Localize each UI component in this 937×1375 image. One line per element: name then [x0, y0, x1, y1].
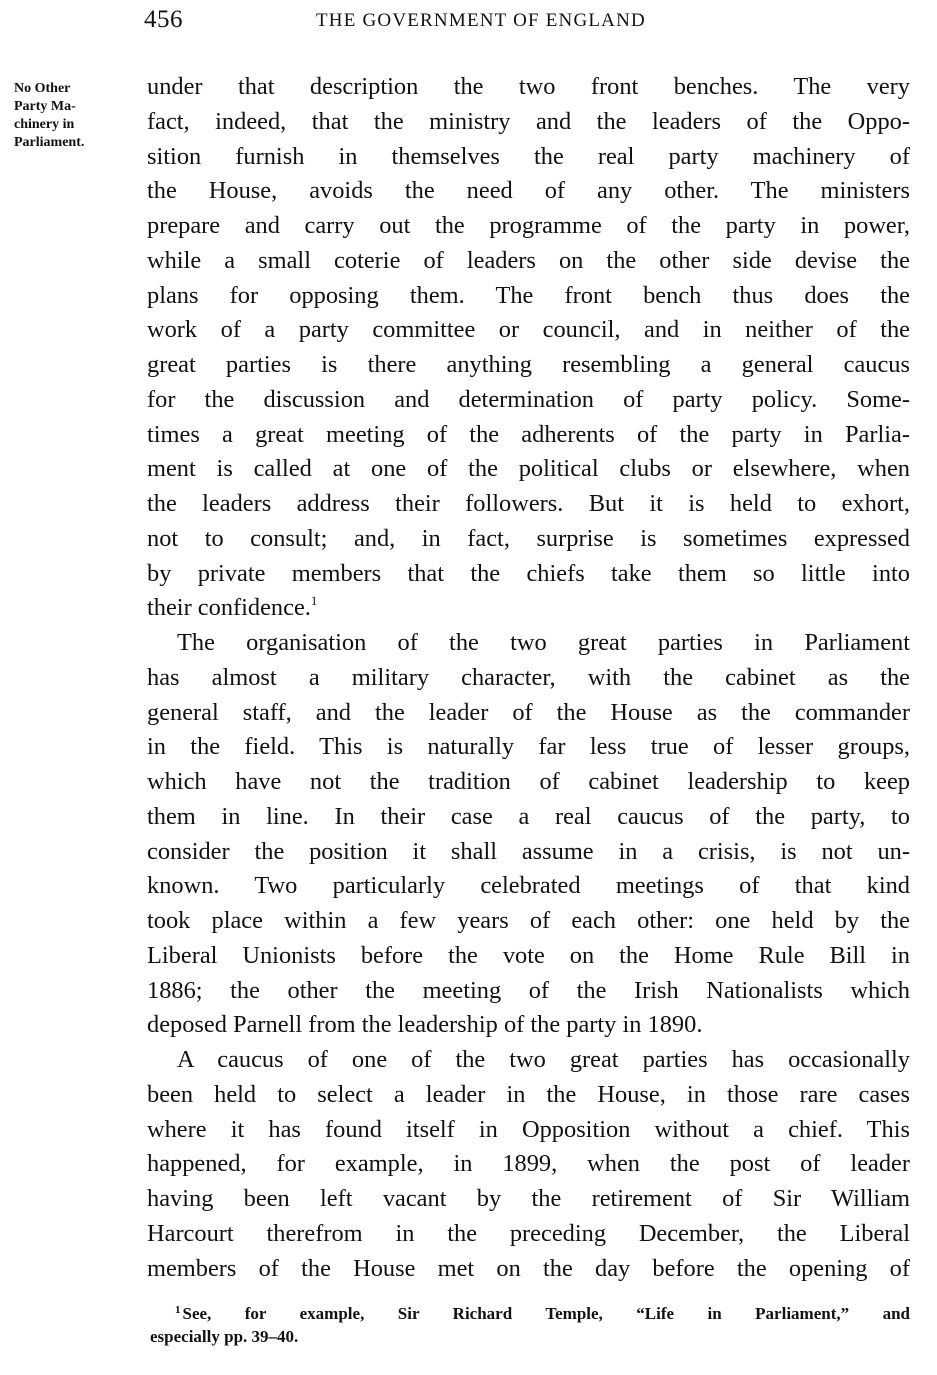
text-line: while a small coterie of leaders on the other side devise the: [147, 246, 910, 274]
text-line: having been left vacant by the retirement of Sir William: [147, 1185, 910, 1212]
text-line: not to consult; and, in fact, surprise is sometimes expressed: [147, 524, 910, 552]
text-line: sition furnish in themselves the real party machinery of: [147, 142, 910, 170]
text-line: work of a party committee or council, and in neither of the: [147, 316, 910, 344]
text-line: the leaders address their followers. But it is held to exhort,: [147, 490, 910, 517]
text-line: general staff, and the leader of the House as the commander: [147, 698, 910, 726]
text-line: deposed Parnell from the leadership of the party in 1890.: [147, 1011, 703, 1039]
footnote-reference[interactable]: 1: [310, 593, 318, 609]
text-line: has almost a military character, with the cabinet as the: [147, 663, 910, 691]
text-line: took place within a few years of each other: one held by the: [147, 907, 910, 934]
text-line: under that description the two front benches. The very: [147, 73, 910, 100]
margin-note: [14, 80, 134, 152]
margin-note-line: Party Ma-: [14, 99, 76, 114]
footnotes: [150, 1302, 910, 1348]
text-line: ment is called at one of the political clubs or elsewhere, when: [147, 455, 910, 483]
text-line: known. Two particularly celebrated meetings of that kind: [147, 872, 910, 900]
text-line: times a great meeting of the adherents of the party in Parlia-: [147, 420, 910, 448]
footnote-line: [150, 1302, 910, 1325]
margin-note-line: chinery in: [14, 117, 75, 132]
margin-note-line: Parliament.: [14, 135, 85, 150]
page-header: [0, 0, 937, 40]
text-line: been held to select a leader in the House, in those rare cases: [147, 1080, 910, 1108]
paragraph-start-line: The organisation of the two great parties in Parliament: [177, 629, 910, 656]
text-line: Harcourt therefrom in the preceding December, the Liberal: [147, 1219, 910, 1247]
paragraph-start-line: A caucus of one of the two great parties has occasionally: [177, 1046, 910, 1073]
page-number: 456: [144, 6, 183, 33]
text-line: prepare and carry out the programme of the party in power,: [147, 212, 910, 239]
text-line: plans for opposing them. The front bench thus does the: [147, 281, 910, 309]
text-line: members of the House met on the day before the opening of: [147, 1254, 910, 1282]
text-line: them in line. In their case a real caucus of the party, to: [147, 802, 910, 830]
text-line: Liberal Unionists before the vote on the Home Rule Bill in: [147, 941, 910, 969]
text-line-content: their confidence.: [147, 594, 311, 622]
text-line: where it has found itself in Opposition without a chief. This: [147, 1115, 910, 1143]
text-line: for the discussion and determination of party policy. Some-: [147, 385, 910, 413]
text-line: great parties is there anything resembling a general caucus: [147, 351, 910, 378]
text-line: in the field. This is naturally far less true of lesser groups,: [147, 733, 910, 761]
running-title: THE GOVERNMENT OF ENGLAND: [316, 10, 646, 31]
text-line: the House, avoids the need of any other. The ministers: [147, 177, 910, 205]
text-line: 1886; the other the meeting of the Irish Nationalists which: [147, 976, 910, 1004]
text-line: fact, indeed, that the ministry and the leaders of the Oppo-: [147, 107, 910, 135]
text-line: [147, 591, 910, 626]
footnote-text: See, for example, Sir Richard Temple, “Life in Parliament,” and: [182, 1304, 910, 1323]
text-line: consider the position it shall assume in a crisis, is not un-: [147, 837, 910, 865]
footnote-marker: 1: [175, 1304, 181, 1316]
margin-note-line: No Other: [14, 81, 71, 96]
body-text: [147, 70, 910, 1286]
text-line: by private members that the chiefs take them so little into: [147, 559, 910, 587]
footnote-line: especially pp. 39–40.: [150, 1327, 299, 1346]
text-line: which have not the tradition of cabinet leadership to keep: [147, 768, 910, 795]
text-line: happened, for example, in 1899, when the post of leader: [147, 1150, 910, 1178]
